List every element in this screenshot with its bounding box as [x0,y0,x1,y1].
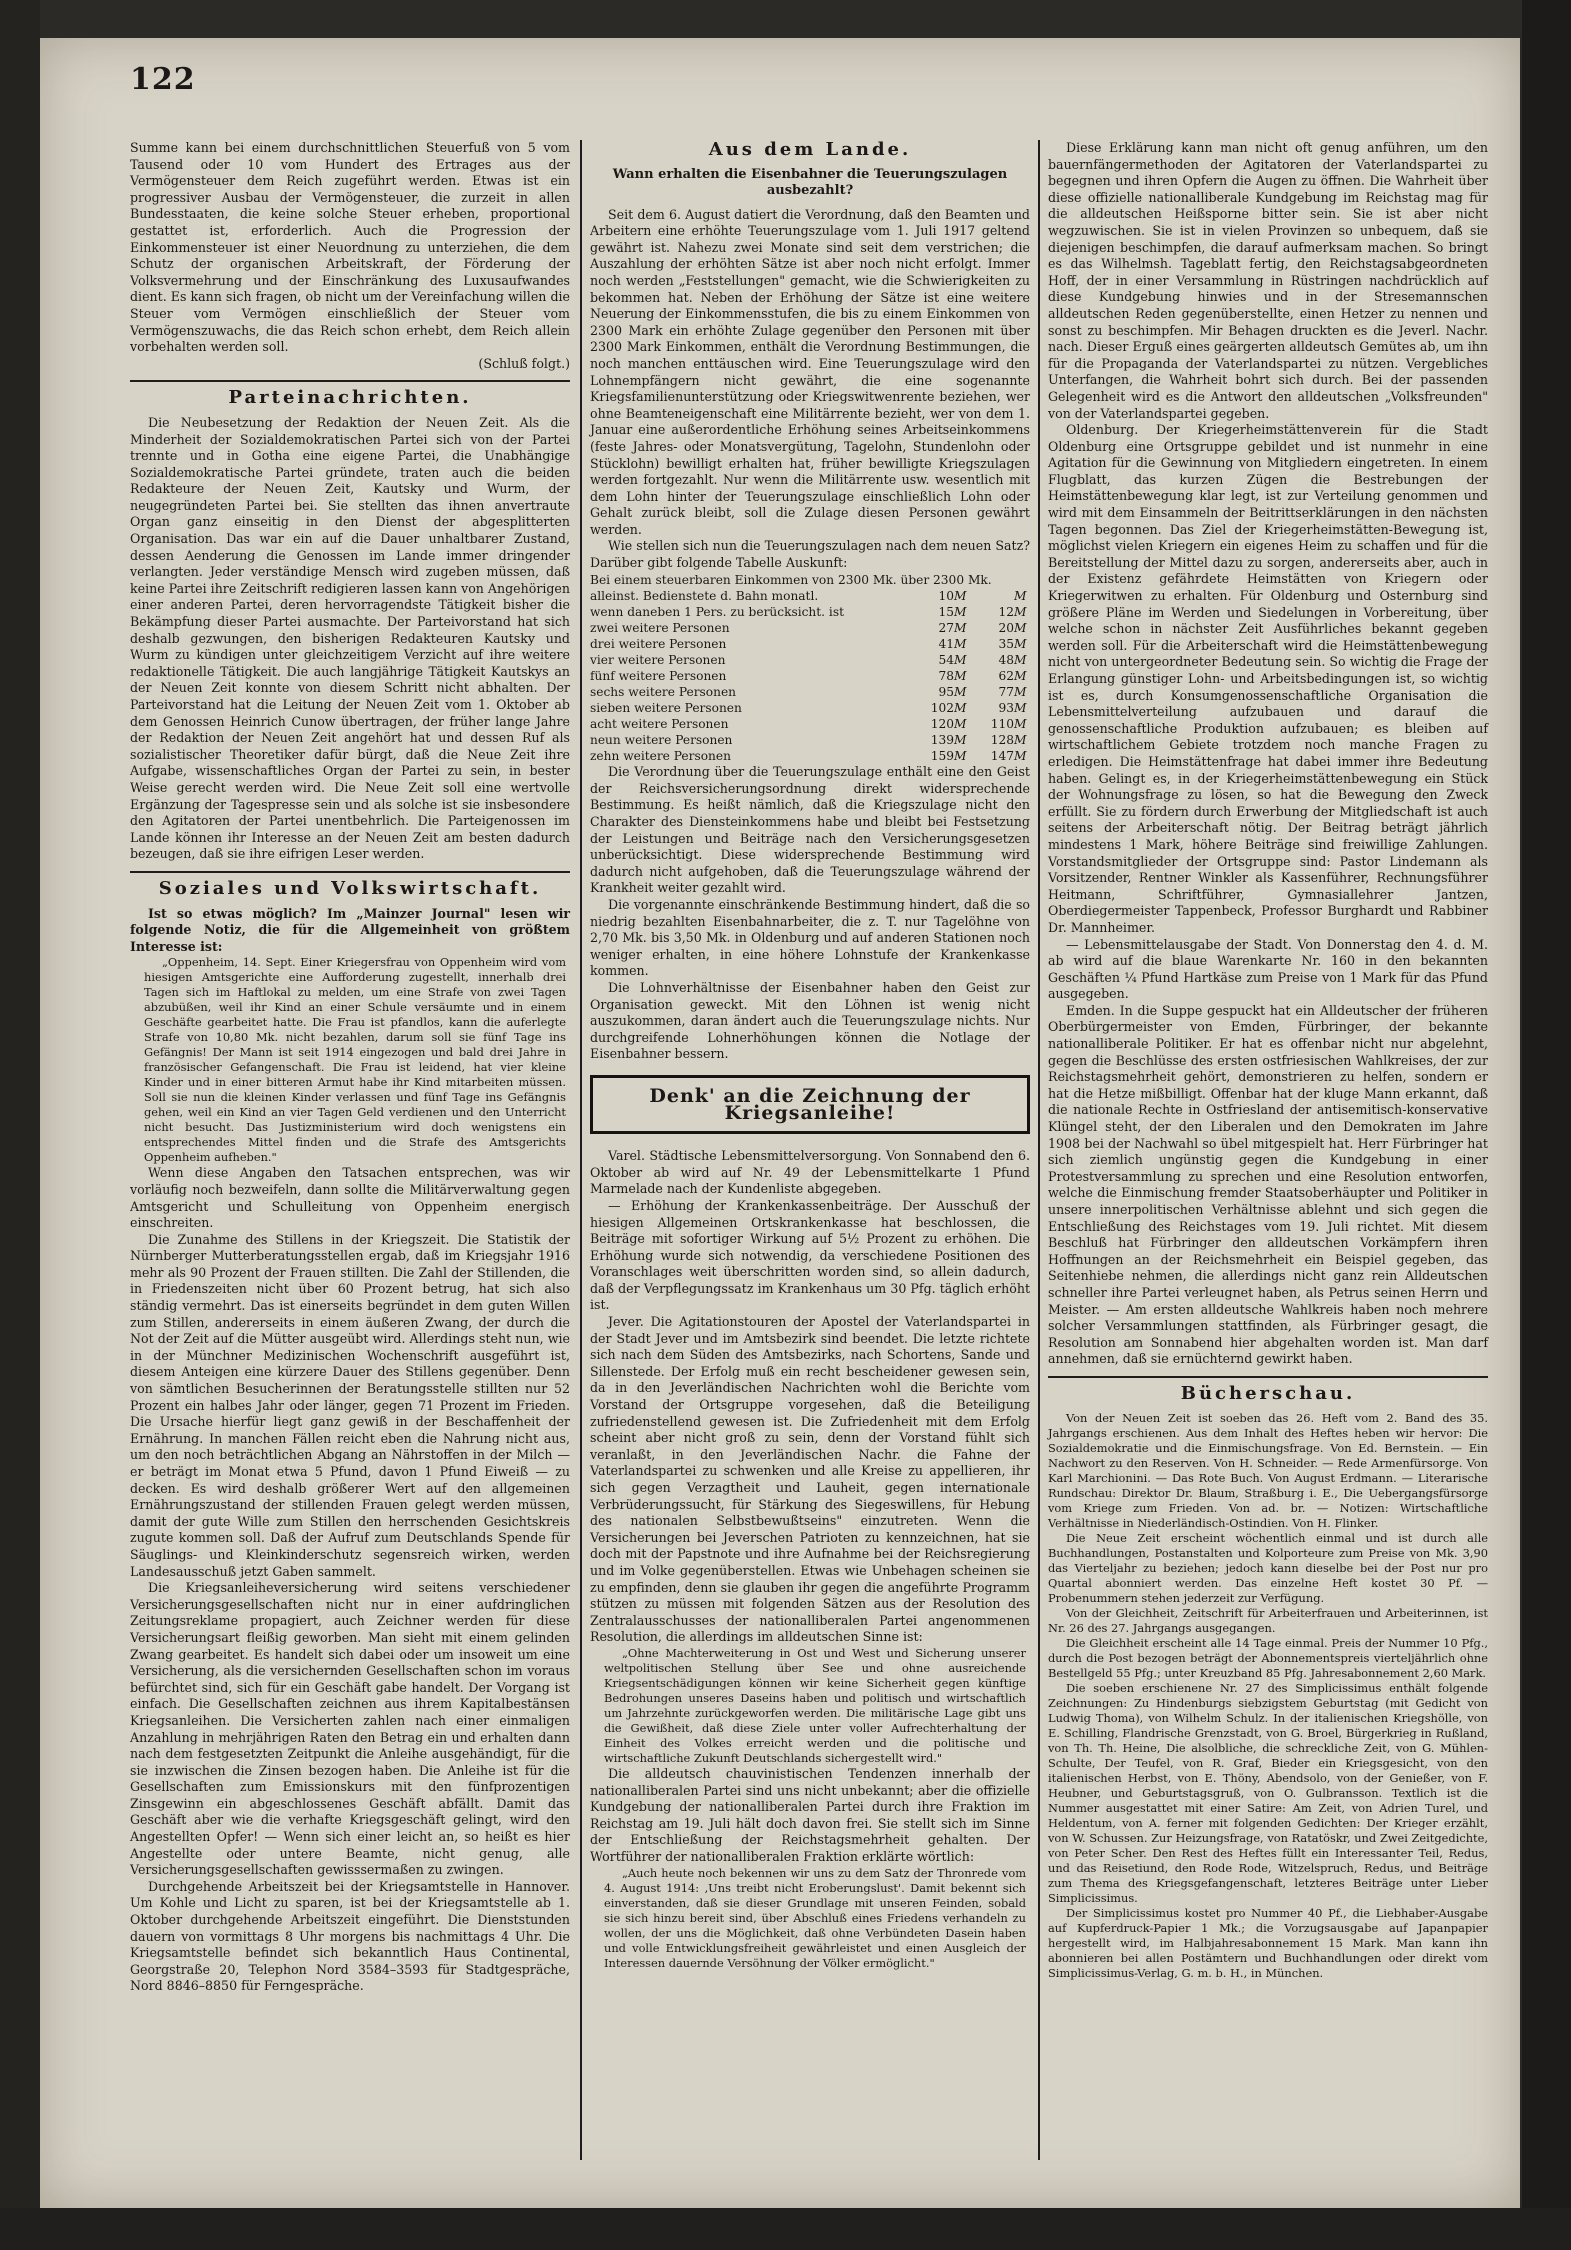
currency-unit: M [954,749,967,764]
currency-unit: M [1014,589,1027,604]
book-review: Die Neue Zeit erscheint wöchentlich einmal und ist durch alle Buchhandlungen, Postanstalten und Kolporteure zum Preise von Mk. 3,90 das Vierteljahr zu beziehen; jedoch kann dieselbe bei der Post nur pro Quartal abonniert werden. Das einzelne Heft kostet 30 Pf. — Probenummern stehen jederzeit zur Verfügung. [1048,1530,1488,1605]
article-text: Die Lohnverhältnisse der Eisenbahner haben den Geist zur Organisation geweckt. Mit den Löhnen ist wenig nicht auszukommen, daran ändert auch die Teuerungszulage nichts. Nur durchgreifende Lohnerhöhungen können die Notlage der Eisenbahner bessern. [590,979,1030,1062]
table-row [590,748,1030,764]
value-up-to-2300: 139 [930,733,954,748]
column-right [1048,140,1488,1981]
article-text: Die Neubesetzung der Redaktion der Neuen Zeit. Als die Minderheit der Sozialdemokratischen Partei sich von der Partei trennte und in Gotha eine eigene Partei, die Unabhängige Sozialdemokratische Partei gründete, traten auch die beiden Redakteure der Neuen Zeit, Kautsky und Wurm, der neugegründeten Partei bei. Sie stellten das ihnen anvertraute Organ ganz einseitig in den Dienst der abgesplitterten Organisation. Das war ein auf die Dauer unhaltbarer Zustand, dessen Aenderung die Genossen im Lande immer dringender verlangten. Jeder verständige Mensch wird zugeben müssen, daß keine Partei ihre Zeitschrift redigieren lassen kann von Angehörigen einer anderen Partei, deren hervorragendste Tätigkeit bisher die Bekämpfung dieser Partei ausmachte. Der Parteivorstand hat sich deshalb gezwungen, den bisherigen Redakteuren Kautsky und Wurm zu kündigen unter gleichzeitigem Verzicht auf ihre weitere redaktionelle Tätigkeit. Die auch langjährige Tätigkeit Kautskys an der Neuen Zeit konnte von diesem Schritt nicht abhalten. Der Parteivorstand hat die Leitung der Neuen Zeit vom 1. Oktober ab dem Genossen Heinrich Cunow übertragen, der früher lange Jahre der Redaktion der Neuen Zeit angehört hat und dessen Ruf als sozialistischer Theoretiker dafür bürgt, daß die Neue Zeit ihre Aufgabe, wissenschaftliches Organ der Partei zu sein, in bester Weise gerecht werden wird. Die Neue Zeit soll eine wertvolle Ergänzung der Tagespresse sein und als solche ist sie insbesondere den Agitatoren der Partei unentbehrlich. Die Parteigenossen im Lande können ihr Interesse an der Neuen Zeit am besten dadurch bezeugen, daß sie ihre eifrigen Leser werden. [130,414,570,862]
row-label: fünf weitere Personen [590,669,727,684]
value-up-to-2300: 95 [938,685,954,700]
quoted-notice: „Oppenheim, 14. Sept. Einer Kriegersfrau von Oppenheim wird vom hiesigen Amtsgerichte eine Aufforderung zugestellt, innerhalb drei Tagen sich im Haftlokal zu melden, um eine Strafe von zwei Tagen abzubüßen, weil ihr Kind an einer Schule versäumte und in einem Geschäfte gearbeitet hatte. Die Frau ist pfandlos, kann die auferlegte Strafe von 10,80 Mk. nicht bezahlen, darum soll sie fünf Tage ins Gefängnis! Der Mann ist seit 1914 eingezogen und bald drei Jahre in französischer Gefangenschaft. Die Frau ist leidend, hat vier kleine Kinder und in einer bitteren Armut habe ihr Kind mitarbeiten müssen. Soll sie nun die kleinen Kinder verlassen und fünf Tage ins Gefängnis gehen, weil ein Kind an vier Tagen Geld verdienen und den Unterricht nicht besucht. Das Justizministerium wird doch wenigstens ein entsprechendes Mittel finden und die Strafe des Amtsgerichts Oppenheim aufheben." [144,955,566,1165]
currency-unit: M [954,605,967,620]
book-review: Von der Gleichheit, Zeitschrift für Arbeiterfrauen und Arbeiterinnen, ist Nr. 26 des 27. Jahrgangs ausgegangen. [1048,1605,1488,1635]
article-text: Die Kriegsanleiheversicherung wird seitens verschiedener Versicherungsgesellschaften nicht nur in einer aufdringlichen Zeitungsreklame propagiert, auch Zeichner werden für diese Versicherungsart fleißig geworben. Man sieht mit einem gelinden Zwang gearbeitet. Es handelt sich dabei oder um insoweit um eine Versicherung, als die versichernden Gesellschaften schon im voraus befürchtet sind, sich für ein Geschäft gabe handelt. Der Vorgang ist einfach. Die Gesellschaften zeichnen aus ihrem Kapitalbestänsen Kriegsanleihen. Die Versicherten zahlen nach einer einmaligen Anzahlung in mehrjährigen Raten den Betrag ein und erhalten dann nach dem festgesetzten Zeitpunkt die Anleihe ausgehändigt, für die sie inzwischen die Zinsen bezogen haben. Die Anleihe ist für die Gesellschaften zum Emissionskurs mit den fünfprozentigen Zinsgewinn ein abgeschlossenes Geschäft abfällt. Damit das Geschäft aber wie die verhafte Kriegsgeschäft gelingt, wird den Angestellten Opfer! — Wenn sich einer leicht an, so heißt es hier Angestellte oder untere Beamte, nicht genug, alle Versicherungsgesellschaften gewisssermaßen zu zwingen. [130,1580,570,1878]
scan-left-border [0,0,40,2250]
article-text: — Erhöhung der Krankenkassenbeiträge. Der Ausschuß der hiesigen Allgemeinen Ortskrankenkasse hat beschlossen, die Beiträge mit sofortiger Wirkung auf 5½ Prozent zu erhöhen. Die Erhöhung wurde sich notwendig, da verschiedene Positionen des Voranschlages weit überschritten worden sind, so allein dadurch, daß der Verpflegungssatz im Krankenhaus um 30 Pfg. täglich erhöht ist. [590,1197,1030,1313]
table-header: Bei einem steuerbaren Einkommen von 2300 Mk. über 2300 Mk. [590,572,992,587]
section-heading: Aus dem Lande. [708,139,912,160]
value-over-2300: 93 [998,701,1014,716]
value-up-to-2300: 15 [938,605,954,620]
book-review: Die soeben erschienene Nr. 27 des Simplicissimus enthält folgende Zeichnungen: Zu Hindenburgs siebzigstem Geburtstag (mit Gedicht von Ludwig Thoma), von Wilhelm Schulz. In der italienischen Kriegshölle, von E. Schilling, Flandrische Grenzstadt, von G. Broel, Bürgerkrieg in Rußland, von Th. Th. Heine, Die alsolbliche, die schreckliche Zeit, von G. Mühlen-Schulte, Der Teufel, von R. Graf, Bieder ein Kriegsgesicht, von den italienischen Herbst, von E. Thöny, Abendsolo, von der Genießer, von F. Heubner, und Geburtstagsgruß, von O. Gulbransson. Textlich ist die Nummer ausgestattet mit einer Satire: Am Zeit, von Adrien Turel, und Heldentum, von A. ferner mit folgenden Gedichten: Der Krieger erzählt, von W. Schussen. Zur Heizungsfrage, von Ratatöskr, und Zwei Zeitgedichte, von Peter Scher. Den Rest des Heftes füllt ein Interessanter Teil, Redus, und das Reisetiund, den Rode Rode, Witzelspruch, Redus, und Beiträge zum Thema des Kriegsgefangenschaft, letzteres Beiträge unter Lieber Simplicissimus. [1048,1680,1488,1905]
value-over-2300: 35 [998,637,1014,652]
row-label: sechs weitere Personen [590,685,737,700]
rule [130,380,570,382]
value-over-2300: 77 [998,685,1014,700]
book-review: Der Simplicissimus kostet pro Nummer 40 Pf., die Liebhaber-Ausgabe auf Kupferdruck-Papier 1 Mk.; die Vorzugsausgabe auf Japanpapier hergestellt wird, im Halbjahresabonnement 15 Mark. Man kann ihn abonnieren bei allen Postämtern und Buchhandlungen oder direkt vom Simplicissimus-Verlag, G. m. b. H., in München. [1048,1905,1488,1980]
currency-unit: M [954,621,967,636]
currency-unit: M [1014,621,1027,636]
article-subheading: Wann erhalten die Eisenbahner die Teuerungszulagen ausbezahlt? [612,166,1008,198]
column-left [130,140,570,1995]
currency-unit: M [954,653,967,668]
rule [1048,1376,1488,1378]
currency-unit: M [1014,701,1027,716]
value-up-to-2300: 159 [930,749,954,764]
article-continuation: Summe kann bei einem durchschnittlichen Steuerfuß von 5 vom Tausend oder 10 vom Hundert des Ertrages aus der Vermögensteuer dem Reich zugeführt werden. Etwas ist ein progressiver Ausbau der Vermögensteuer, die zurzeit in allen Bundesstaaten, die keine solche Steuer erheben, proportional gestattet ist, erforderlich. Auch die Progression der Einkommensteuer ist einer Neuordnung zu unterziehen, die dem Schutz der organischen Arbeitskraft, der Förderung der Volksvermehrung und der Einschränkung des Luxusaufwandes dient. Es kann sich fragen, ob nicht um der Vereinfachung willen die Steuer vom Vermögen einschließlich der Steuer vom Vermögenszuwachs, die das Reich schon erhebt, dem Reich allein vorbehalten werden soll. [130,140,570,355]
table-row [590,620,1030,636]
row-label: sieben weitere Personen [590,701,742,716]
row-label: zwei weitere Personen [590,621,730,636]
continuation-note: (Schluß folgt.) [478,355,570,371]
article-text: Die Zunahme des Stillens in der Kriegszeit. Die Statistik der Nürnberger Mutterberatungsstellen ergab, daß im Kriegsjahr 1916 mehr als 90 Prozent der Frauen stillten. Die Zahl der Stillenden, die in Friedenszeiten nicht über 60 Prozent betrug, hat sich also ständig vermehrt. Das ist einerseits begründet in dem guten Willen zum Stillen, andererseits in einem äußeren Zwang, der durch die Not der Zeit auf die Mütter ausgeübt wird. Allerdings steht nun, wie in der Münchner Medizinischen Wochenschrift ausgeführt ist, diesem Anteigen eine kürzere Dauer des Stillens gegenüber. Denn von sämtlichen Besucherinnen der Beratungsstelle stillten nur 52 Prozent ein halbes Jahr oder länger, gegen 71 Prozent im Frieden. Die Ursache hierfür liegt ganz gewiß in der Beschaffenheit der Ernährung. In manchen Fällen reicht eben die Nahrung nicht aus, um den noch beträchtlichen Abgang an Nährstoffen in der Milch — er beträgt im Monat etwa 5 Pfund, davon 1 Pfund Eiweiß — zu decken. Es wird deshalb größerer Wert auf den allgemeinen Ernährungszustand der stillenden Frauen gelegt werden müssen, damit der gute Wille zum Stillen den herrschenden Gesichtskreis zugute kommen soll. Daß der Aufruf zum Deutschlands Spende für Säuglings- und Kleinkinderschutz segensreich wirken, werden Landesausschuß jetzt Gaben sammelt. [130,1231,570,1579]
currency-unit: M [954,589,967,604]
column-divider [580,140,582,2160]
row-label: vier weitere Personen [590,653,726,668]
table-row [590,716,1030,732]
scan-top-border [0,0,1571,38]
value-over-2300: 147 [990,749,1014,764]
article-text: Die Verordnung über die Teuerungszulage enthält eine den Geist der Reichsversicherungsordnung direkt widersprechende Bestimmung. Es heißt nämlich, daß die Kriegszulage nicht den Charakter des Diensteinkommens habe und bleibt bei Festsetzung der Leistungen und Beiträge nach den Versicherungsgesetzen unberücksichtigt. Diese widersprechende Bestimmung wird dadurch nicht aufgehoben, daß die Teuerungszulage während der Krankheit weiter gezahlt wird. [590,764,1030,896]
value-over-2300 [970,588,1014,604]
table-row [590,652,1030,668]
table-row [590,700,1030,716]
article-text: Die vorgenannte einschränkende Bestimmung hindert, daß die so niedrig bezahlten Eisenbahnarbeiter, die z. T. nur Tagelöhne von 2,70 Mk. bis 3,50 Mk. in Oldenburg und auf anderen Stationen noch weniger erhalten, in eine höhere Lohnstufe der Krankenkasse kommen. [590,897,1030,979]
currency-unit: M [1014,653,1027,668]
currency-unit: M [954,637,967,652]
quoted-speech: „Auch heute noch bekennen wir uns zu dem Satz der Thronrede vom 4. August 1914: ‚Uns treibt nicht Eroberungslust'. Damit bekennt sich einverstanden, daß sie dieser Grundlage mit unseren Feinden, sobald sie sich hinzu bereit sind, über Abschluß eines Friedens verhandeln zu wollen, der uns die Möglichkeit, daß ohne Verbündeten Dasein haben und volle Entwicklungsfreiheit gewährleistet und einen Ausgleich der Interessen dauernde Versöhnung der Völker ermöglicht." [604,1865,1026,1970]
value-up-to-2300: 78 [938,669,954,684]
book-review: Von der Neuen Zeit ist soeben das 26. Heft vom 2. Band des 35. Jahrgangs erschienen. Aus dem Inhalt des Heftes heben wir hervor: Die Sozialdemokratie und die Einmischungsfrage. Von Ed. Bernstein. — Ein Nachwort zu den Reserven. Von H. Schneider. — Rede Armenfürsorge. Von Karl Marchionini. — Das Rote Buch. Von August Erdmann. — Literarische Rundschau: Direktor Dr. Blaum, Straßburg i. E., Die Uebergangsfürsorge vom Kriege zum Frieden. Von ad. br. — Notizen: Wirtschaftliche Verhältnisse in Niederländisch-Ostindien. Von H. Flinker. [1048,1410,1488,1530]
value-up-to-2300: 41 [938,637,954,652]
article-text: Wie stellen sich nun die Teuerungszulagen nach dem neuen Satz? Darüber gibt folgende Tabelle Auskunft: [590,538,1030,571]
rule [130,871,570,873]
value-up-to-2300: 120 [930,717,954,732]
value-up-to-2300: 102 [930,701,954,716]
article-text: Seit dem 6. August datiert die Verordnung, daß den Beamten und Arbeitern eine erhöhte Teuerungszulage vom 1. Juli 1917 geltend gewährt ist. Nahezu zwei Monate sind seit dem verstrichen; die Auszahlung der erhöhten Sätze ist aber noch nicht erfolgt. Immer noch werden „Feststellungen" gemacht, wie die Schwierigkeiten zu bekommen hat. Neben der Erhöhung der Sätze ist eine weitere Neuerung der Einkommensstufen, die bis zu einem Einkommen von 2300 Mark ein erhöhte Zulage gegenüber den Personen mit über 2300 Mark Einkommen, enthält die Verordnung Bestimmungen, die noch manchen enttäuschen wird. Eine Teuerungszulage wird den Lohnempfängern nicht gewährt, die eine sogenannte Kriegsfamilienunterstützung oder Kriegswitwenrente beziehen, wer ohne Beamteneigenschaft eine Militärrente bezieht, wer von dem 1. Januar eine außerordentliche Erhöhung seines Arbeitseinkommens (feste Jahres- oder Monatsvergütung, Tagelohn, Stundenlohn oder Stücklohn) bewilligt erhalten hat, früher bewilligte Kriegszulagen werden fortgezahlt. Nur wenn die Militärrente usw. wesentlich mit dem Lohn hinter der Teuerungszulage einschließlich Lohn oder Gehalt zurück bleibt, soll die Zulage diesen Personen gewährt werden. [590,206,1030,537]
table-row [590,636,1030,652]
page-number: 122 [130,62,196,97]
table-row [590,668,1030,684]
table-row [590,604,1030,620]
section-heading: Soziales und Volkswirtschaft. [158,877,542,899]
row-label: alleinst. Bedienstete d. Bahn monatl. [590,589,819,604]
article-text: Diese Erklärung kann man nicht oft genug anführen, um den bauernfängermethoden der Agitatoren der Vaterlandspartei zu begegnen und ihren Opfern die Augen zu öffnen. Die Wahrheit über diese offizielle nationalliberale Kundgebung im Reichstag mag für die alldeutschen Heißsporne bitter sein. Sie ist aber nicht wegzuwischen. Sie ist in vielen Provinzen so unbequem, daß sie diejenigen beschimpfen, die darauf aufmerksam machen. So bringt es das Wilhelmsh. Tageblatt fertig, den Reichstagsabgeordneten Hoff, der in einer Versammlung in Rüstringen nachdrücklich auf diese Kundgebung hinwies und in der Stresemannschen alldeutschen Reden gegenüberstellte, einen Hetzer zu nennen und sonst zu beschimpfen. Mir Behagen druckten es die Jeverl. Nachr. nach. Dieser Erguß eines geärgerten alldeutsch Gemütes ab, um ihn für die Propaganda der Vaterlandspartei zu nützen. Vergebliches Unterfangen, die Wahrheit bohrt sich durch. Bei der passenden Gelegenheit wird es die Antwort den alldeutschen „Volksfreunden" von der Vaterlandspartei gegeben. [1048,140,1488,421]
value-over-2300: 128 [990,733,1014,748]
value-over-2300: 48 [998,653,1014,668]
value-over-2300: 110 [990,717,1014,732]
value-over-2300: 62 [998,669,1014,684]
article-lead: Ist so etwas möglich? Im „Mainzer Journal" lesen wir folgende Notiz, die für die Allgemeinheit von größtem Interesse ist: [130,905,570,954]
scan-right-border [1522,0,1571,2250]
currency-unit: M [1014,637,1027,652]
war-loan-banner: Denk' an die Zeichnung der Kriegsanleihe! [590,1075,1030,1134]
row-label: wenn daneben 1 Pers. zu berücksicht. ist [590,605,844,620]
currency-unit: M [1014,717,1027,732]
row-label: drei weitere Personen [590,637,727,652]
value-up-to-2300: 10 [938,589,954,604]
article-text: Oldenburg. Der Kriegerheimstättenverein für die Stadt Oldenburg eine Ortsgruppe gebildet und ist nunmehr in eine Agitation für die Gewinnung von Mitgliedern eingetreten. In einem Flugblatt, das kurzen Zügen die Bestrebungen der Heimstättenbewegung klar legt, ist zur Verteilung genommen und wird mit dem Einsammeln der Beitrittserklärungen in den nächsten Tagen begonnen. Das Ziel der Kriegerheimstätten-Bewegung ist, möglichst vielen Kriegern ein eigenes Heim zu schaffen und für die Bereitstellung der Mittel dazu zu sorgen, andererseits aber, auch in der Existenz gefährdete Heimstätten von Kriegern oder Kriegerwitwen zu erhalten. Für Oldenburg und Osternburg sind größere Pläne im Werden und Siedelungen in Vorbereitung, über welche schon in nächster Zeit Ausführliches bekannt gegeben werden soll. Für die Arbeiterschaft wird die Heimstättenbewegung nicht von untergeordneter Bedeutung sein. So wichtig die Frage der Erlangung günstiger Lohn- und Arbeitsbedingungen ist, so wichtig ist es, durch Konsumgenossenschaftliche Organisation die Lebensmittelverteilung aufzubauen und darauf die genossenschaftliche Produktion aufzubauen; es bleiben auf wirtschaftlichem Gebiete trotzdem noch manche Fragen zu erledigen. Die Heimstättenfrage hat dabei immer ihre Bedeutung haben. Gelingt es, in der Kriegerheimstättenbewegung ein Stück der Wohnungsfrage zu lösen, so hat die Bewegung den Zweck erfüllt. Sie zu fördern durch Erwerbung der Mitgliedschaft ist auch seitens der Arbeiterschaft nötig. Der Beitrag beträgt jährlich mindestens 1 Mark, höhere Beiträge sind freiwillige Zahlungen. Vorstandsmitglieder der Ortsgruppe sind: Pastor Lindemann als Vorsitzender, Rentner Winkler als Kassenführer, Rechnungsführer Heitmann, Schriftführer, Gymnasiallehrer Jantzen, Oberdiegermeister Tappenbeck, Professor Burghardt und Rabbiner Dr. Mannheimer. [1048,422,1488,935]
section-heading: Bücherschau. [1180,1382,1356,1404]
currency-unit: M [1014,749,1027,764]
currency-unit: M [1014,685,1027,700]
article-text: Emden. In die Suppe gespuckt hat ein Alldeutscher der früheren Oberbürgermeister von Emden, Fürbringer, der bekannte nationalliberale Politiker. Er hat es offenbar nicht nur abgelehnt, gegen die Beschlüsse des ersten ostfriesischen Wahlkreises, der zur Reichstagsmehrheit gehört, demonstrieren zu helfen, sondern er hat die Hetze mißbilligt. Offenbar hat der kluge Mann erkannt, daß die nationale Rechte in Ostfriesland der antisemitisch-konservative Klüngel steht, der den Liberalen und den Demokraten im Jahre 1908 bei der Nachwahl so übel mitgespielt hat. Herr Fürbringer hat sich ziemlich ungünstig gegen die Kundgebung in einer Protestversammlung zu sprechen und eine Resolution entworfen, welche die Einmischung fremder Staatsoberhäupter und Politiker in unsere innerpolitischen Verhältnisse ablehnt und sich gegen die Entschließung des Reichstages vom 19. Juli richtet. Mit diesem Beschluß hat Fürbringer den alldeutschen Vorkämpfern ihren Hoffnungen an der Reichsmehrheit ein Beispiel gegeben, das Seitenhiebe nehmen, die allerdings nicht ganz rein Alldeutschen schneller ihre Partei verleugnet haben, als Petrus seinen Herrn und Meister. — Am ersten alldeutsche Wahlkreis haben noch mehrere solcher Versammlungen stattfinden, als Fürbringer gesagt, die Resolution am Sonnabend hier abgehalten worden ist. Man darf annehmen, daß sie ernüchternd gewirkt haben. [1048,1002,1488,1367]
value-over-2300: 20 [998,621,1014,636]
currency-unit: M [954,717,967,732]
table-row [590,684,1030,700]
currency-unit: M [954,685,967,700]
currency-unit: M [1014,605,1027,620]
column-middle [590,138,1030,1971]
article-text: Durchgehende Arbeitszeit bei der Kriegsamtstelle in Hannover. Um Kohle und Licht zu sparen, ist bei der Kriegsamtstelle ab 1. Oktober durchgehende Arbeitszeit eingeführt. Die Dienststunden dauern von vormittags 8 Uhr morgens bis nachmittags 4 Uhr. Die Kriegsamtstelle befindet sich bekanntlich Haus Continental, Georgstraße 20, Telephon Nord 3584–3593 für Stadtgespräche, Nord 8846–8850 für Ferngespräche. [130,1878,570,1994]
article-text: Die alldeutsch chauvinistischen Tendenzen innerhalb der nationalliberalen Partei sind uns nicht unbekannt; aber die offizielle Kundgebung der nationalliberalen Partei durch ihre Fraktion im Reichstag am 19. Juli hält doch davon frei. Sie stellt sich im Sinne der Entschließung der Reichstagsmehrheit gehalten. Der Wortführer der nationalliberalen Fraktion erklärte wörtlich: [590,1765,1030,1864]
article-text: — Lebensmittelausgabe der Stadt. Von Donnerstag den 4. d. M. ab wird auf die blaue Warenkarte Nr. 160 in den bekannten Geschäften ¼ Pfund Hartkäse zum Preise von 1 Mark für das Pfund ausgegeben. [1048,936,1488,1002]
row-label: acht weitere Personen [590,717,729,732]
quoted-resolution: „Ohne Machterweiterung in Ost und West und Sicherung unserer weltpolitischen Stellung über See und ohne ausreichende Kriegsentschädigungen können wir keine Sicherheit gegen künftige Bedrohungen unseres Daseins haben und politisch und wirtschaftlich um Jahrzehnte zurückgeworfen werden. Die militärische Lage gibt uns die Gewißheit, daß diese Ziele unter voller Aufrechterhaltung der Einheit des Volkes erreicht werden und die politische und wirtschaftliche Zukunft Deutschlands sichergestellt wird." [604,1645,1026,1765]
currency-unit: M [954,733,967,748]
table-row [590,732,1030,748]
row-label: zehn weitere Personen [590,749,731,764]
column-divider [1038,140,1040,2160]
value-up-to-2300: 54 [938,653,954,668]
allowance-table [590,588,1030,764]
currency-unit: M [954,701,967,716]
scan-bottom-border [0,2208,1571,2250]
article-text: Wenn diese Angaben den Tatsachen entsprechen, was wir vorläufig noch bezweifeln, dann sollte die Militärverwaltung gegen Amtsgericht und Schulleitung von Oppenheim energisch einschreiten. [130,1165,570,1231]
article-text: Varel. Städtische Lebensmittelversorgung. Von Sonnabend den 6. Oktober ab wird auf Nr. 49 der Lebensmittelkarte 1 Pfund Marmelade nach der Kundenliste abgegeben. [590,1148,1030,1197]
currency-unit: M [954,669,967,684]
book-review: Die Gleichheit erscheint alle 14 Tage einmal. Preis der Nummer 10 Pfg., durch die Post bezogen beträgt der Abonnementspreis vierteljährlich ohne Bestellgeld 55 Pfg.; unter Kreuzband 85 Pfg. Jahresabonnement 2,60 Mark. [1048,1635,1488,1680]
currency-unit: M [1014,669,1027,684]
value-up-to-2300: 27 [938,621,954,636]
row-label: neun weitere Personen [590,733,733,748]
table-row [590,588,1030,604]
currency-unit: M [1014,733,1027,748]
article-text: Jever. Die Agitationstouren der Apostel der Vaterlandspartei in der Stadt Jever und im Amtsbezirk sind beendet. Die letzte richtete sich nach dem Süden des Amtsbezirks, nach Schortens, Sande und Sillenstede. Der Erfolg muß ein recht bescheidener gewesen sein, da in den Jeverländischen Nachrichten wohl die Berichte vom Vorstand der Ortsgruppe vorgesehen, daß die Beteiligung zufriedenstellend gewesen ist. Die Zufriedenheit mit dem Erfolg scheint aber nicht groß zu sein, denn der Vorstand fühlt sich veranlaßt, in den Jeverländischen Nachr. die Fahne der Vaterlandspartei zu schwenken und alle Kreise zu appellieren, ihr sich gegen Verzagtheit und Lauheit, gegen internationale Verbrüderungssucht, für Stärkung des Siegeswillens, für Hebung des nationalen Selbstbewußtseins" einzutreten. Wenn die Versicherungen bei Jeverschen Patrioten zu kennzeichnen, hat sie doch mit der Papstnote und ihre Aufnahme bei der Reichsregierung und im Volke gegenüberstellen. Etwas wie Unbehagen scheinen sie zu empfinden, denn sie glauben ihr gegen die angeführte Programm stützen zu müssen mit folgenden Sätzen aus der Resolution des Zentralausschusses der nationalliberalen Partei angenommenen Resolution, die allerdings im alldeutschen Sinne ist: [590,1314,1030,1645]
value-over-2300: 12 [998,605,1014,620]
section-heading: Parteinachrichten. [228,387,472,409]
